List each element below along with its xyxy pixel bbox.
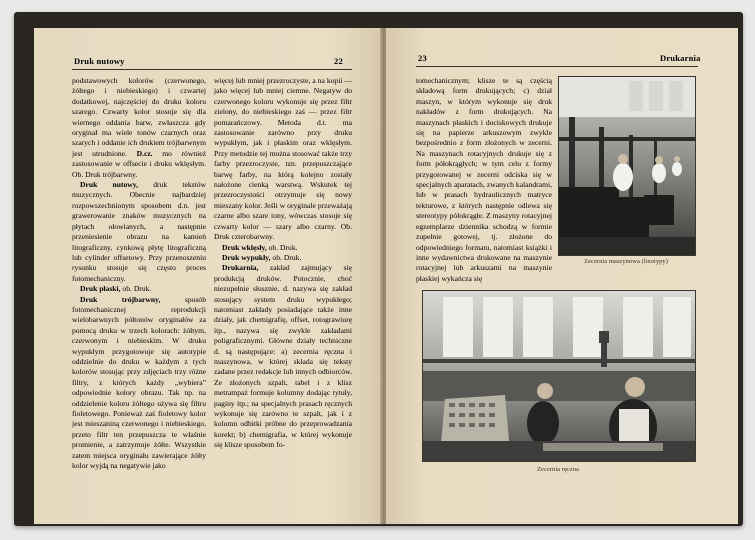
left-col1-entry-druk-plaski: Druk płaski, ob. Druk.	[80, 284, 152, 294]
left-page-number: 22	[334, 56, 343, 66]
left-col2-para-1: więcej lub mniej przezroczyste, a na kopii — jako więcej lub mniej ciemne. Negatyw do czerwonego koloru wykonuje się przez filtr zielony, do niebieskiego zaś — przez filtr pomarańczowy. Metoda d.t. ma zastosowanie zarówno przy druku wypukłym, jak i płaskim oraz wklęsłym. Przy metodzie tej można stosować także trzy farby przezroczyste, tzn. przepuszczające barwę farby, na którą kolejno zostały nałożone cienką warstwą. Wskutek tej przezroczystości otrzymuje się nowy mieszany kolor. Jeśli w oryginale przeważają czarne albo szare tony, wówczas stosuje się czwarty kolor — szary albo czarny. Ob. Druk czterobarwny.	[214, 76, 352, 242]
left-column-1	[72, 76, 206, 471]
caption-hand-composing: Zecernia ręczna	[537, 466, 579, 473]
left-col2-entry-druk-wypukly: Druk wypukły, ob. Druk.	[222, 252, 302, 262]
left-col2-entry-druk-wklesly: Druk wklęsły, ob. Druk.	[222, 242, 298, 252]
right-column	[416, 76, 552, 284]
left-header-rule	[72, 69, 352, 70]
left-header-title: Druk nutowy	[74, 56, 125, 66]
right-page-number: 23	[418, 53, 427, 63]
right-col-para-1: tomechanicznym; klisze te są częścią składową form drukujących; c) dział maszyn, w którym wykonuje się druk nakładów z form drukujących. Na maszynach płaskich i dociskowych drukuje się na papierze arkuszowym zwykle bezpośrednio z form złożonych w zecerni. Na maszynach rotacyjnych drukuje się z form półokrągłych; w tym celu z formy przygotowanej w zecerni odciska się w specjalnych aparatach, zwanych kalandrami, lub w prasach hydraulicznych matryce tekturowe, z których następnie odlewa się stereotypy półokrągłe. Z maszyny rotacyjnej egzemplarze dziennika schodzą w formie zupełnie gotowej, tj. złożone do odpowiedniego formatu, natomiast książki i inne wydawnictwa drukowane na maszynie rotacyjnej lub arkuszami na maszynie płaskiej wykańcza się	[416, 76, 552, 283]
left-col1-entry-druk-trojbarwny: Druk trójbarwny, sposób fotomechanicznej reprodukcji wielobarwnych półtonów oryginałów za pomocą druku w trzech kolorach: żółtym, czerwonym i niebieskim. W druku wypukłym przygotowuje się autotypie oddzielnie do druku w każdym z tych kolorów stosując przy zdjęciach trzy różne filtry, z których każdy „wybiera” odpowiednie kolory obrazu. Tak np. na oddzielenie koloru żółtego używa się filtru fioletowego. Ponieważ zaś fioletowy kolor jest mieszaniną czerwonego i niebieskiego, przeto filtr ten przepuszcza te właśnie promienie, a zatrzymuje żółte. Wszystkie zatem miejsca oryginału zawierające żółty kolor wyjdą na negatywie jako	[72, 294, 206, 471]
left-col2-entry-drukarnia: Drukarnia, zakład zajmujący się produkcją druków. Potocznie, choć niezupełnie słusznie, d. nazywa się zakład stosujący system druku wypukłego; natomiast zakłady posiadające także inne działy, jak chemigrafię, offset, rotograwiurę itp., nazywa się zwykle zakładami poligraficznymi. Główne działy techniczne d. są następujące: a) zecernia ręczna i maszynowa, w której składa się teksty zadane przez redakcje lub innych odbiorców. Ze złożonych szpalt, tabel i z klisz metrampaż formuje kolumny dodając tytuły, paginy itp.; na specjalnych prasach ręcznych wykonuje się zarówno te szpalt, jak i z kolumn odbitki próbne do przeprowadzania korekt; b) chemigrafia, w której wykonuje się klisze sposobem fo-	[214, 263, 352, 450]
photo-linotype-room	[558, 76, 696, 256]
photo-linotype-image	[559, 77, 695, 255]
left-col1-para-1: podstawowych kolorów (czerwonego, żółtego i niebieskiego) i czwartej dodatkowej, najczęściej do druku koloru szarego. Czwarty kolor stosuje się dla wiernego oddania barw, zwłaszcza gdy oryginał ma wiele tonów czarnych oraz szarych i oddanie ich drukiem trójbarwnym jest utrudnione. D.cz. mo również zastosowanie w offsecie i druku wklęsłym. Ob. Druk trójbarwny.	[72, 76, 206, 179]
right-header-title: Drukarnia	[660, 53, 701, 63]
right-header-rule	[416, 66, 698, 67]
left-col1-entry-druk-nutowy: Druk nutowy, druk tekstów muzycznych. Obecnie najbardziej rozpowszechnionym sposobem d.n. jest grawerowanie znaków muzycznych na płytach ołowianych, a następnie przeniesienie obrazu na kamień litograficzny, cynkową płytę litograficzną lub cylinder offsetowy. Przy przenoszeniu rysunku stosuje się często proces fotomechaniczny.	[72, 180, 207, 283]
photo-hand-composing-image	[423, 291, 695, 461]
left-column-2	[214, 76, 352, 451]
photo-hand-composing-room	[422, 290, 696, 462]
caption-linotype: Zecernia maszynowa (linotypy)	[584, 258, 668, 265]
